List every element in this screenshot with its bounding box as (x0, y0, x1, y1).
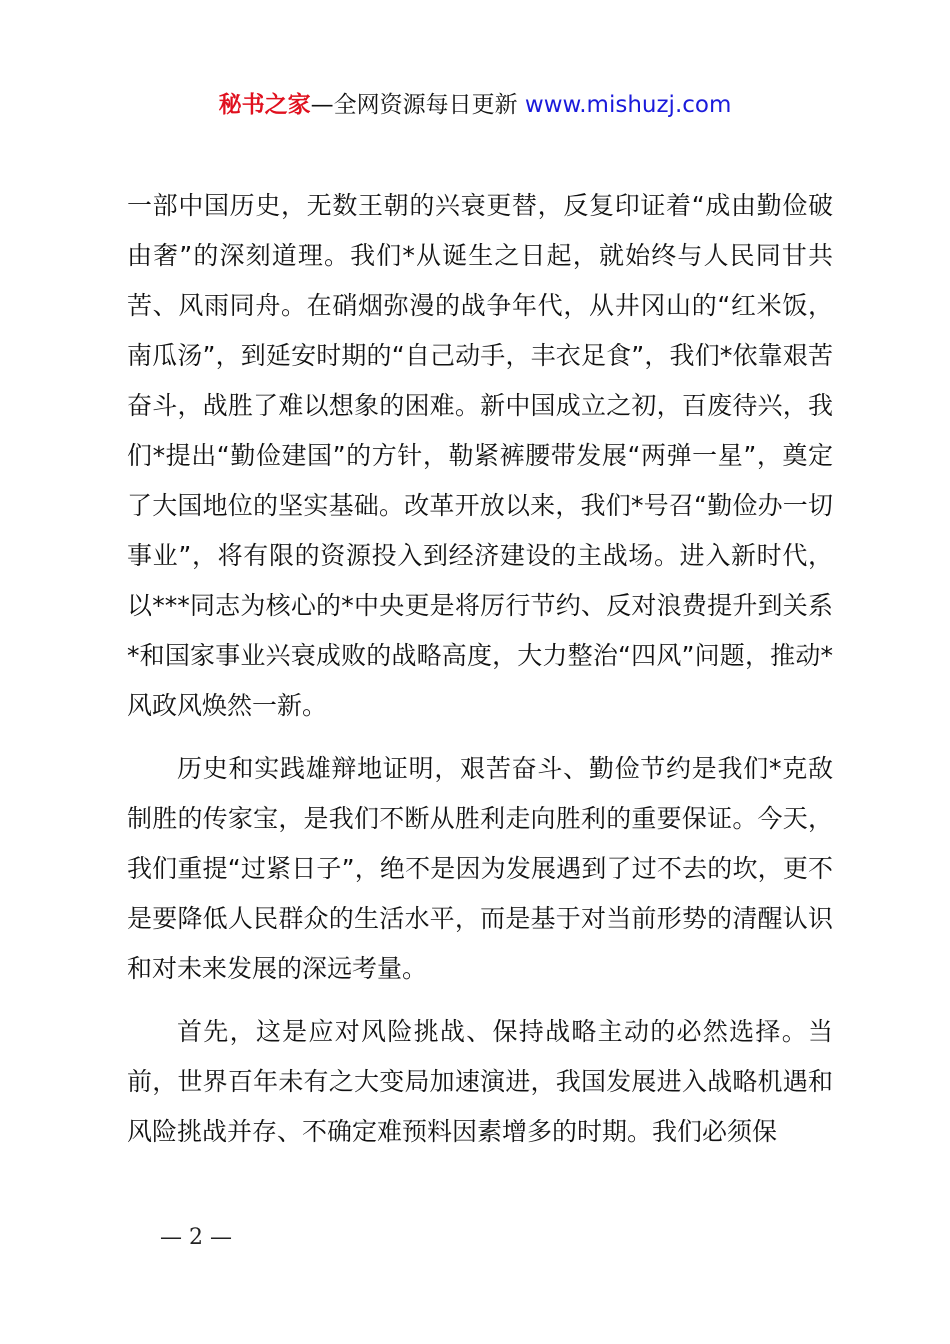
header-brand: 秘书之家 (218, 92, 311, 118)
paragraph-first-point: 首先，这是应对风险挑战、保持战略主动的必然选择。当前，世界百年未有之大变局加速演进，我国发展进入战略机遇和风险挑战并存、不确定难预料因素增多的时期。我们必须保 (127, 1017, 833, 1146)
header-site-link[interactable]: www.mishuzj.com (524, 92, 732, 118)
paragraph-proof: 历史和实践雄辩地证明，艰苦奋斗、勤俭节约是我们*克敌制胜的传家宝，是我们不断从胜利走向胜利的重要保证。今天，我们重提“过紧日子”，绝不是因为发展遇到了过不去的坎，更不是要降低人民群众的生活水平，而是基于对当前形势的清醒认识和对未来发展的深远考量。 (127, 754, 833, 983)
paragraph-history: 一部中国历史，无数王朝的兴衰更替，反复印证着“成由勤俭破由奢”的深刻道理。我们*从诞生之日起，就始终与人民同甘共苦、风雨同舟。在硝烟弥漫的战争年代，从井冈山的“红米饭，南瓜汤”，到延安时期的“自己动手，丰衣足食”，我们*依靠艰苦奋斗，战胜了难以想象的困难。新中国成立之初，百废待兴，我们*提出“勤俭建国”的方针，勒紧裤腰带发展“两弹一星”，奠定了大国地位的坚实基础。改革开放以来，我们*号召“勤俭办一切事业”，将有限的资源投入到经济建设的主战场。进入新时代，以***同志为核心的*中央更是将厉行节约、反对浪费提升到关系*和国家事业兴衰成败的战略高度，大力整治“四风”问题，推动*风政风焕然一新。 (127, 191, 833, 720)
document-body (127, 181, 833, 1157)
header-tagline: —全网资源每日更新 (310, 92, 525, 118)
document-header (0, 88, 950, 122)
page-number: — 2 — (160, 1225, 232, 1250)
